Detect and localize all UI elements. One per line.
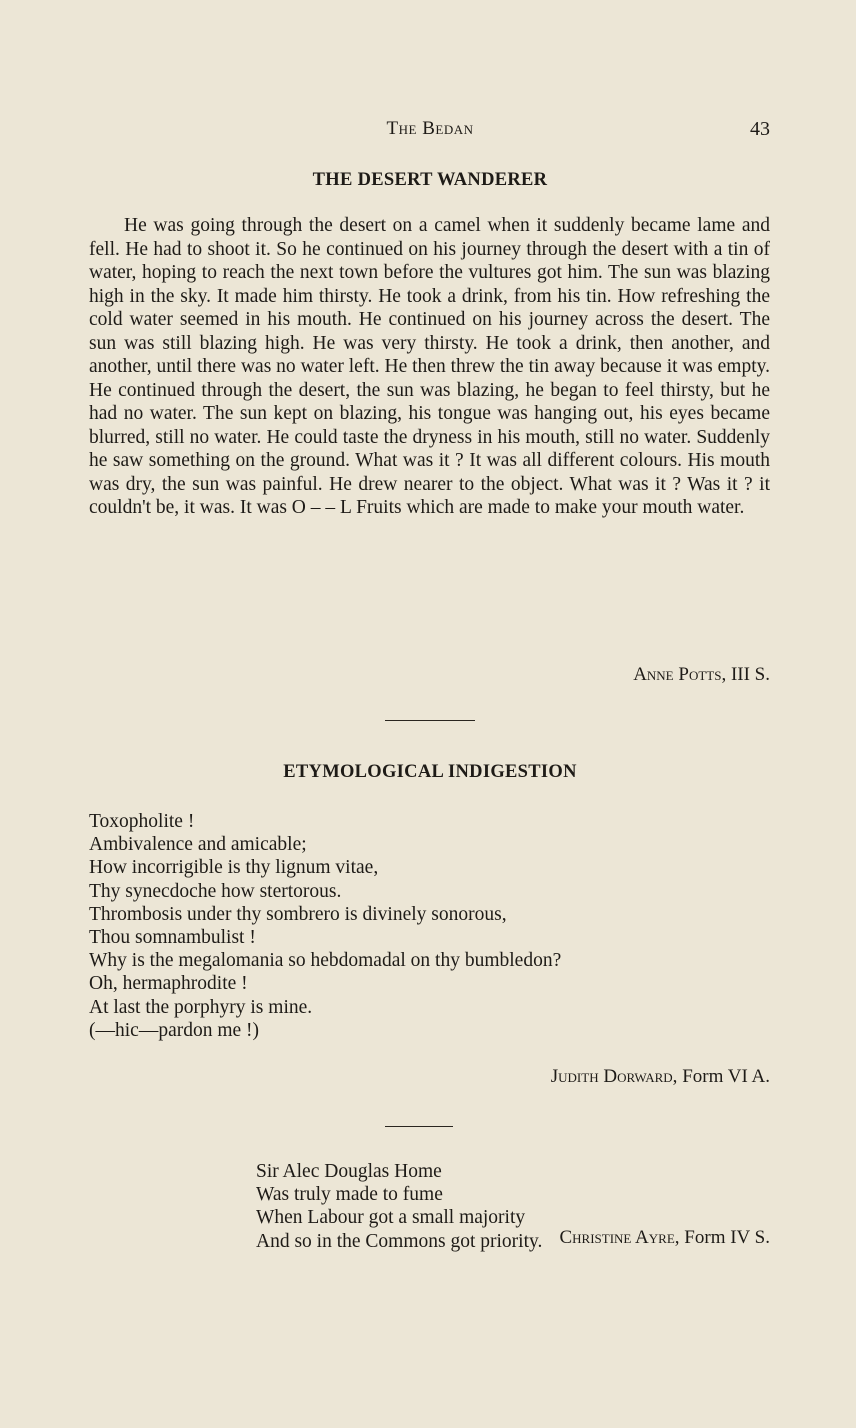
poem-line: Thrombosis under thy sombrero is divinely sonorous, bbox=[89, 903, 507, 925]
section-divider bbox=[385, 720, 475, 721]
story-body: He was going through the desert on a camel when it suddenly became lame and fell. He had to shoot it. So he continued on his journey through the desert with a tin of water, hoping to reach the next town before the vultures got him. The sun was blazing high in the sky. It made him thirsty. He took a drink, from his tin. How refreshing the cold water seemed in his mouth. He continued on his journey across the desert. The sun was still blazing high. He was very thirsty. He took a drink, then another, and another, until there was no water left. He then threw the tin away because it was empty. He continued through the desert, the sun was blazing, he began to feel thirsty, but he had no water. The sun kept on blazing, his tongue was hanging out, his eyes became blurred, still no water. He could taste the dryness in his mouth, still no water. Suddenly he saw something on the ground. What was it ? It was all different colours. His mouth was dry, the sun was painful. He drew nearer to the object. What was it ? Was it ? it couldn't be, it was. It was O – – L Fruits which are made to make your mouth water. bbox=[89, 215, 770, 518]
poem-line: Oh, hermaphrodite ! bbox=[89, 973, 248, 995]
poem-author bbox=[551, 1066, 770, 1088]
poem-line: (—hic—pardon me !) bbox=[89, 1019, 260, 1041]
verse-line: When Labour got a small majority bbox=[256, 1207, 526, 1229]
section-divider bbox=[385, 1126, 453, 1127]
story-title: THE DESERT WANDERER bbox=[312, 170, 548, 190]
poem-title: ETYMOLOGICAL INDIGESTION bbox=[283, 762, 577, 782]
poem-line: How incorrigible is thy lignum vitae, bbox=[89, 857, 379, 879]
verse-line: Sir Alec Douglas Home bbox=[256, 1161, 442, 1182]
verse-lines bbox=[256, 1160, 542, 1253]
verse-author-form: Form IV S. bbox=[684, 1227, 770, 1248]
running-head bbox=[90, 118, 770, 148]
verse-line: And so in the Commons got priority. bbox=[256, 1230, 543, 1252]
poem-lines bbox=[89, 810, 561, 1042]
verse-author-name: Christine Ayre, bbox=[559, 1227, 680, 1248]
poem-line: Why is the megalomania so hebdomadal on thy bumbledon? bbox=[89, 950, 562, 972]
poem-line: Ambivalence and amicable; bbox=[89, 834, 307, 856]
poem-author-name: Judith Dorward, bbox=[550, 1066, 678, 1087]
poem-line: Toxopholite ! bbox=[89, 811, 195, 832]
poem-line: Thou somnambulist ! bbox=[89, 927, 256, 949]
story-author: Anne Potts, III S. bbox=[633, 664, 770, 685]
poem-line: Thy synecdoche how stertorous. bbox=[89, 880, 342, 902]
verse-author bbox=[559, 1227, 770, 1249]
poem-author-form: Form VI A. bbox=[682, 1066, 770, 1087]
page-number: 43 bbox=[750, 118, 770, 140]
running-title: The Bedan bbox=[386, 118, 474, 139]
verse-line: Was truly made to fume bbox=[256, 1184, 443, 1206]
poem-line: At last the porphyry is mine. bbox=[89, 996, 313, 1018]
